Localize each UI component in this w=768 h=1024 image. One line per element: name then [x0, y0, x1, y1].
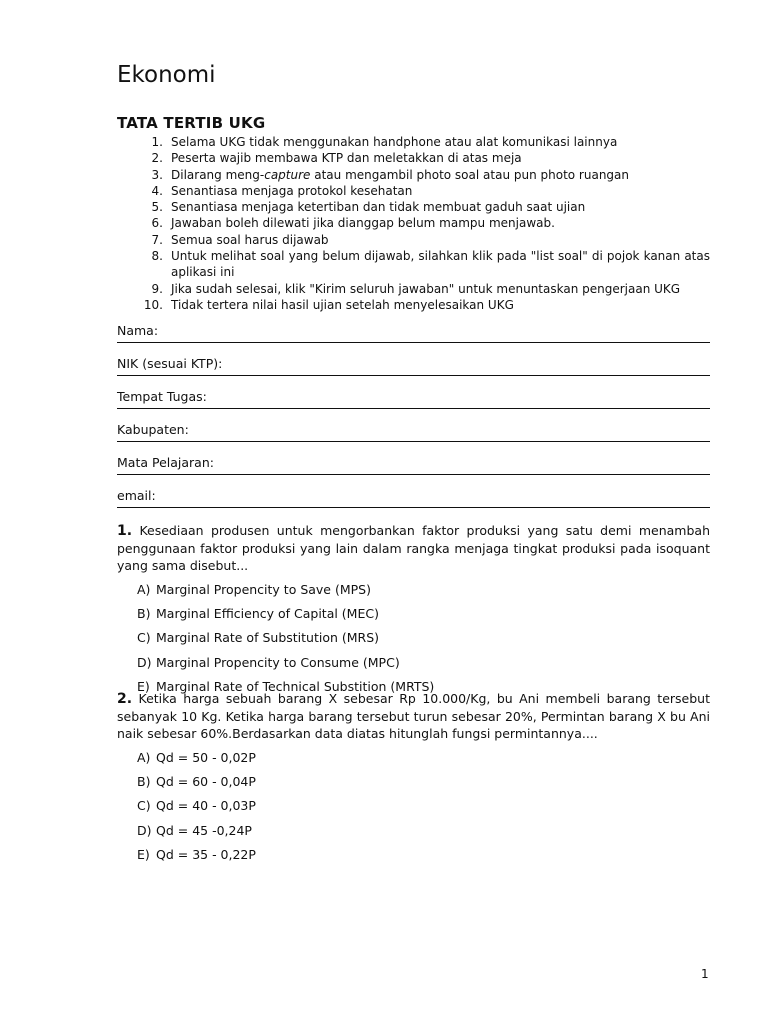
option-a[interactable]: [137, 582, 710, 606]
option-letter: C): [137, 798, 151, 814]
question-body: Kesediaan produsen untuk mengorbankan faktor produksi yang satu demi menambah penggunaan faktor produksi yang lain dalam rangka menjaga tingkat produksi pada isoquant yang sama disebut...: [117, 523, 710, 573]
option-e[interactable]: [137, 847, 710, 871]
question-2: [117, 690, 710, 871]
option-c[interactable]: [137, 630, 710, 654]
tempat-tugas-field[interactable]: [117, 386, 710, 409]
option-letter: A): [137, 582, 151, 597]
option-text: Marginal Rate of Substitution (MRS): [156, 630, 380, 646]
email-field[interactable]: [117, 485, 710, 508]
rule-number: 8.: [151, 249, 163, 264]
rule-text: Jika sudah selesai, klik "Kirim seluruh jawaban" untuk menuntaskan pengerjaan UKG: [171, 281, 681, 296]
option-text: Qd = 45 -0,24P: [156, 822, 252, 838]
rule-text: [171, 167, 710, 183]
nik-label: NIK (sesuai KTP):: [117, 356, 223, 371]
rule-text-part: Dilarang meng-: [171, 167, 265, 182]
option-text: Qd = 60 - 0,04P: [156, 774, 256, 790]
option-d[interactable]: [137, 823, 710, 847]
rule-text: Jawaban boleh dilewati jika dianggap belum mampu menjawab.: [171, 216, 555, 231]
tempat-tugas-label: Tempat Tugas:: [117, 389, 207, 404]
option-list: [117, 750, 710, 871]
option-text: Marginal Propencity to Save (MPS): [156, 582, 371, 597]
question-text: [117, 690, 710, 742]
option-letter: A): [137, 750, 151, 765]
option-letter: C): [137, 630, 151, 646]
rule-item: [117, 150, 710, 166]
rule-item: [117, 167, 710, 183]
page-title: Ekonomi: [117, 62, 216, 88]
question-body: Ketika harga sebuah barang X sebesar Rp 10.000/Kg, bu Ani membeli barang tersebut sebanyak 10 Kg. Ketika harga barang tersebut turun sebesar 20%, Permintan barang X bu Ani naik sebesar 60%.Berdasarkan data diatas hitunglah fungsi permintannya....: [117, 691, 710, 741]
rule-text: Semua soal harus dijawab: [171, 232, 329, 247]
rule-number: 3.: [151, 167, 163, 182]
question-1: [117, 522, 710, 703]
rule-item: [117, 183, 710, 199]
option-list: [117, 582, 710, 703]
rule-text: Selama UKG tidak menggunakan handphone atau alat komunikasi lainnya: [171, 135, 618, 149]
option-letter: E): [137, 846, 150, 862]
option-letter: E): [137, 678, 150, 694]
rule-text-italic: capture: [264, 167, 311, 182]
option-text: Marginal Rate of Technical Substition (MRTS): [156, 678, 435, 694]
rule-item: [117, 248, 710, 281]
rule-text: Senantiasa menjaga protokol kesehatan: [171, 183, 413, 198]
identity-form: [117, 320, 710, 518]
rule-text-part: atau mengambil photo soal atau pun photo ruangan: [310, 167, 630, 182]
rule-item: [117, 134, 710, 150]
rule-number: 7.: [151, 232, 163, 247]
rule-item: [117, 281, 710, 297]
rule-item: [117, 215, 710, 231]
option-letter: D): [137, 822, 152, 838]
kabupaten-label: Kabupaten:: [117, 422, 189, 437]
rule-item: [117, 199, 710, 215]
rule-number: 10.: [143, 297, 163, 312]
rule-text: Peserta wajib membawa KTP dan meletakkan di atas meja: [171, 151, 522, 166]
page-number: 1: [701, 967, 709, 981]
rule-number: 6.: [151, 216, 163, 231]
rule-text: Untuk melihat soal yang belum dijawab, silahkan klik pada "list soal" di pojok kanan atas aplikasi ini: [171, 249, 710, 280]
option-b[interactable]: [137, 606, 710, 630]
option-text: Marginal Efficiency of Capital (MEC): [156, 606, 379, 622]
option-text: Qd = 50 - 0,02P: [156, 750, 256, 765]
nama-field[interactable]: [117, 320, 710, 343]
option-text: Marginal Propencity to Consume (MPC): [156, 654, 400, 670]
option-c[interactable]: [137, 798, 710, 822]
option-letter: B): [137, 774, 151, 790]
rules-list: [117, 134, 710, 313]
nama-label: Nama:: [117, 323, 159, 338]
rule-text: Tidak tertera nilai hasil ujian setelah menyelesaikan UKG: [171, 297, 514, 312]
option-text: Qd = 40 - 0,03P: [156, 798, 256, 814]
rule-number: 2.: [151, 151, 163, 166]
option-a[interactable]: [137, 750, 710, 774]
question-number: 1.: [117, 523, 133, 539]
mata-pelajaran-label: Mata Pelajaran:: [117, 455, 214, 470]
question-text: [117, 522, 710, 574]
nik-field[interactable]: [117, 353, 710, 376]
option-d[interactable]: [137, 655, 710, 679]
option-b[interactable]: [137, 774, 710, 798]
rule-number: 5.: [151, 200, 163, 215]
rules-heading: TATA TERTIB UKG: [117, 114, 266, 132]
rule-number: 1.: [151, 135, 163, 149]
option-text: Qd = 35 - 0,22P: [156, 846, 256, 862]
question-number: 2.: [117, 691, 133, 707]
rule-item: [117, 297, 710, 313]
rule-item: [117, 232, 710, 248]
option-letter: D): [137, 654, 152, 670]
rule-number: 4.: [151, 183, 163, 198]
kabupaten-field[interactable]: [117, 419, 710, 442]
email-label: email:: [117, 488, 156, 503]
mata-pelajaran-field[interactable]: [117, 452, 710, 475]
rule-number: 9.: [151, 281, 163, 296]
option-letter: B): [137, 606, 151, 622]
rule-text: Senantiasa menjaga ketertiban dan tidak membuat gaduh saat ujian: [171, 200, 586, 215]
